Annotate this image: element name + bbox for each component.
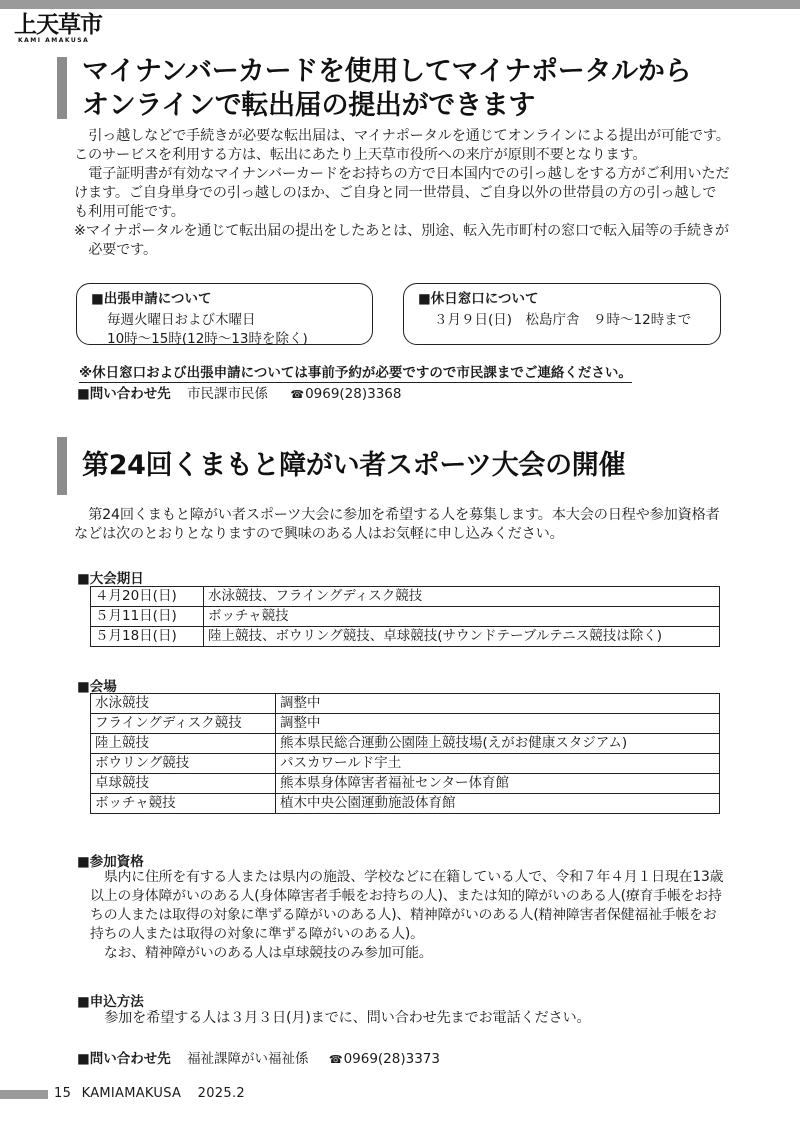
table-row xyxy=(91,587,720,607)
holiday-window-box xyxy=(403,283,721,345)
outreach-box-line1: 毎週火曜日および木曜日 xyxy=(107,312,256,328)
venue-cell: 熊本県民総合運動公園陸上競技場(えがお健康スタジアム) xyxy=(276,734,720,754)
outreach-box-line2: 10時～15時(12時～13時を除く) xyxy=(107,331,308,347)
apply-text: 参加を希望する人は３月３日(月)までに、問い合わせ先までお電話ください。 xyxy=(104,1010,591,1026)
city-logo xyxy=(14,12,114,44)
venue-cell: 熊本県身体障害者福祉センター体育館 xyxy=(276,774,720,794)
section2-title: 第24回くまもと障がい者スポーツ大会の開催 xyxy=(82,450,626,481)
table-row xyxy=(91,607,720,627)
publication-name: KAMIAMAKUSA xyxy=(81,1086,182,1101)
phone-icon: ☎ xyxy=(290,388,305,401)
section1-contact-dept: 市民課市民係 xyxy=(187,386,269,402)
apply-body xyxy=(90,1009,730,1028)
qualification-note: なお、精神障がいのある人は卓球競技のみ参加可能。 xyxy=(103,945,433,961)
date-cell: ５月18日(日) xyxy=(91,627,204,647)
table-row xyxy=(91,794,720,814)
section1-body xyxy=(74,127,730,260)
events-cell: 陸上競技、ボウリング競技、卓球競技(サウンドテーブルテニス競技は除く) xyxy=(204,627,720,647)
section1-contact-label: ■問い合わせ先 xyxy=(77,386,171,402)
apply-label: ■申込方法 xyxy=(77,994,144,1010)
sport-cell: 卓球競技 xyxy=(91,774,276,794)
top-bar xyxy=(0,0,800,9)
venue-cell: 植木中央公園運動施設体育館 xyxy=(276,794,720,814)
reservation-note: ※休日窓口および出張申請については事前予約が必要ですので市民課までご連絡ください。 xyxy=(79,361,632,383)
section1-para3: ※マイナポータルを通じて転出届の提出をしたあとは、別途、転入先市町村の窓口で転入届等の手続きが必要です。 xyxy=(74,223,729,258)
section1-contact-phone[interactable]: 0969(28)3368 xyxy=(305,386,402,402)
footer-bar xyxy=(0,1090,48,1099)
outreach-box-title: ■出張申請について xyxy=(91,291,212,307)
section2-contact-phone[interactable]: 0969(28)3373 xyxy=(343,1051,440,1067)
events-cell: ボッチャ競技 xyxy=(204,607,720,627)
holiday-box-line1: ３月９日(日) 松島庁舎 ９時～12時まで xyxy=(434,312,692,328)
section1-title-line2: オンラインで転出届の提出ができます xyxy=(82,90,536,121)
table-row xyxy=(91,734,720,754)
sport-cell: フライングディスク競技 xyxy=(91,714,276,734)
section2-contact-label: ■問い合わせ先 xyxy=(77,1051,171,1067)
venue-label: ■会場 xyxy=(77,679,117,695)
dates-label: ■大会期日 xyxy=(77,571,144,587)
venue-cell: 調整中 xyxy=(276,714,720,734)
sport-cell: ボウリング競技 xyxy=(91,754,276,774)
sport-cell: 水泳競技 xyxy=(91,694,276,714)
table-row xyxy=(91,694,720,714)
section1-para1: 引っ越しなどで手続きが必要な転出届は、マイナポータルを通じてオンラインによる提出が可能です。このサービスを利用する方は、転出にあたり上天草市役所への来庁が原則不要となります。 xyxy=(74,128,730,163)
section2-intro-text: 第24回くまもと障がい者スポーツ大会に参加を希望する人を募集します。本大会の日程や参加資格者などは次のとおりとなりますので興味のある人はお気軽に申し込みください。 xyxy=(74,507,720,542)
table-row xyxy=(91,714,720,734)
table-row xyxy=(91,774,720,794)
page-footer xyxy=(54,1086,245,1101)
qualification-text: 県内に住所を有する人または県内の施設、学校などに在籍している人で、令和７年４月１日現在13歳以上の身体障がいのある人(身体障害者手帳をお持ちの人)、または知的障がいのある人(療育手帳をお持ちの人または取得の対象に準ずる障がいのある人)、精神障がいのある人(精神障害者保健福祉手帳をお持ちの人または取得の対象に準ずる障がいのある人)。 xyxy=(90,869,724,942)
section1-heading-bar xyxy=(57,57,67,119)
venue-cell: 調整中 xyxy=(276,694,720,714)
qualification-body xyxy=(90,868,730,963)
issue-date: 2025.2 xyxy=(197,1086,245,1101)
section2-contact-dept: 福祉課障がい福祉係 xyxy=(187,1051,309,1067)
phone-icon: ☎ xyxy=(328,1053,343,1066)
sport-cell: 陸上競技 xyxy=(91,734,276,754)
table-row xyxy=(91,754,720,774)
date-cell: ４月20日(日) xyxy=(91,587,204,607)
outreach-application-box xyxy=(76,283,373,345)
page-number: 15 xyxy=(54,1086,72,1101)
venue-cell: パスカワールド宇土 xyxy=(276,754,720,774)
section2-intro xyxy=(74,506,730,544)
events-cell: 水泳競技、フライングディスク競技 xyxy=(204,587,720,607)
section1-title-line1: マイナンバーカードを使用してマイナポータルから xyxy=(82,56,692,87)
qualification-label: ■参加資格 xyxy=(77,854,144,870)
holiday-box-title: ■休日窓口について xyxy=(418,291,539,307)
section1-contact xyxy=(77,382,402,402)
section2-heading-bar xyxy=(57,437,67,495)
section2-contact xyxy=(77,1047,440,1067)
sport-cell: ボッチャ競技 xyxy=(91,794,276,814)
logo-subtext: KAMI AMAKUSA xyxy=(18,37,90,44)
date-cell: ５月11日(日) xyxy=(91,607,204,627)
section1-para2: 電子証明書が有効なマイナンバーカードをお持ちの方で日本国内での引っ越しをする方がご利用いただけます。ご自身単身での引っ越しのほか、ご自身と同一世帯員、ご自身以外の世帯員の方の引っ越しでも利用可能です。 xyxy=(74,166,730,220)
dates-table xyxy=(90,586,720,647)
table-row xyxy=(91,627,720,647)
logo-text: 上天草市 xyxy=(14,11,102,38)
venue-table xyxy=(90,693,720,814)
